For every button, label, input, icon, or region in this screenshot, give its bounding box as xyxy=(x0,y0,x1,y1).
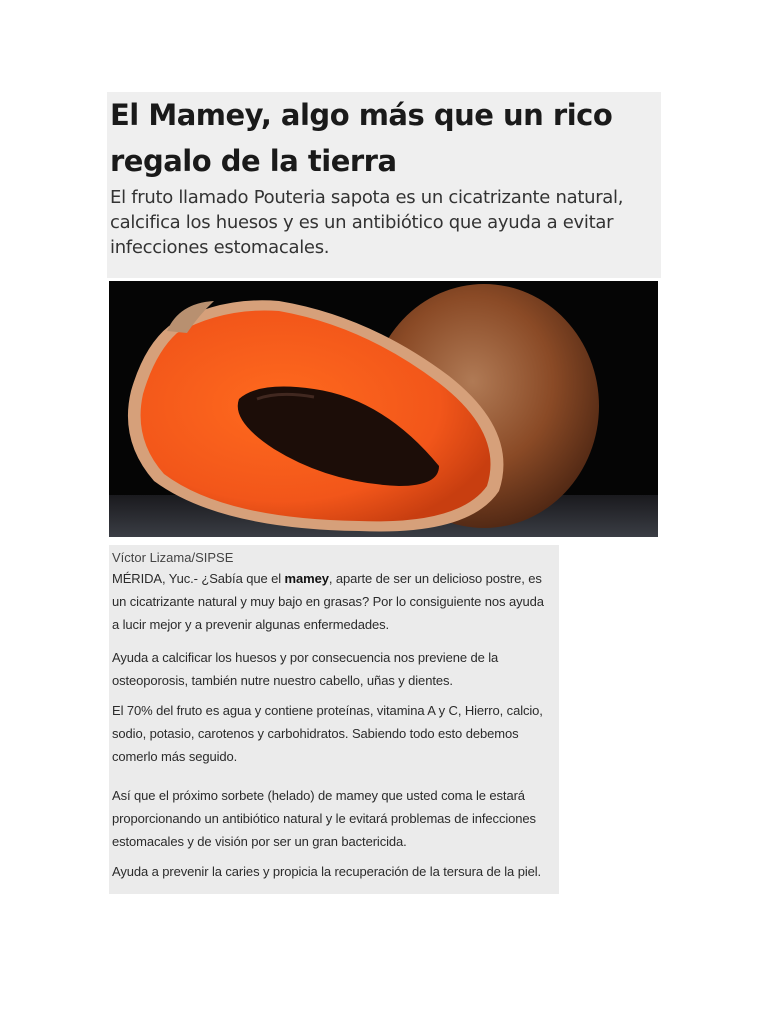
article-paragraph: El 70% del fruto es agua y contiene proteínas, vitamina A y C, Hierro, calcio, sodio, potasio, carotenos y carbohidratos. Sabiendo todo esto debemos comerlo más seguido. xyxy=(112,703,543,764)
article-subtitle: El fruto llamado Pouteria sapota es un cicatrizante natural, calcifica los huesos y es un antibiótico que ayuda a evitar infecciones estomacales. xyxy=(110,187,624,258)
article-byline: Víctor Lizama/SIPSE xyxy=(112,550,234,565)
mamey-fruit-photo xyxy=(109,281,658,537)
article-paragraph: Así que el próximo sorbete (helado) de mamey que usted coma le estará proporcionando un antibiótico natural y le evitará problemas de infecciones estomacales y de visión por ser un gran bactericida. xyxy=(112,788,536,849)
paragraph-text: , aparte de ser un delicioso postre, es un cicatrizante natural y muy bajo en grasas? Por lo consiguiente nos ayuda a lucir mejor y a prevenir algunas enfermedades. xyxy=(112,571,544,632)
article-title: El Mamey, algo más que un rico regalo de la tierra xyxy=(110,98,613,178)
article-paragraph: Ayuda a calcificar los huesos y por consecuencia nos previene de la osteoporosis, también nutre nuestro cabello, uñas y dientes. xyxy=(112,650,499,688)
article-clip-area xyxy=(109,545,559,894)
paragraph-text: MÉRIDA, Yuc.- ¿Sabía que el xyxy=(112,571,285,586)
article-paragraph: Ayuda a prevenir la caries y propicia la recuperación de la tersura de la piel. xyxy=(112,864,542,879)
paragraph-bold-term: mamey xyxy=(284,571,329,586)
